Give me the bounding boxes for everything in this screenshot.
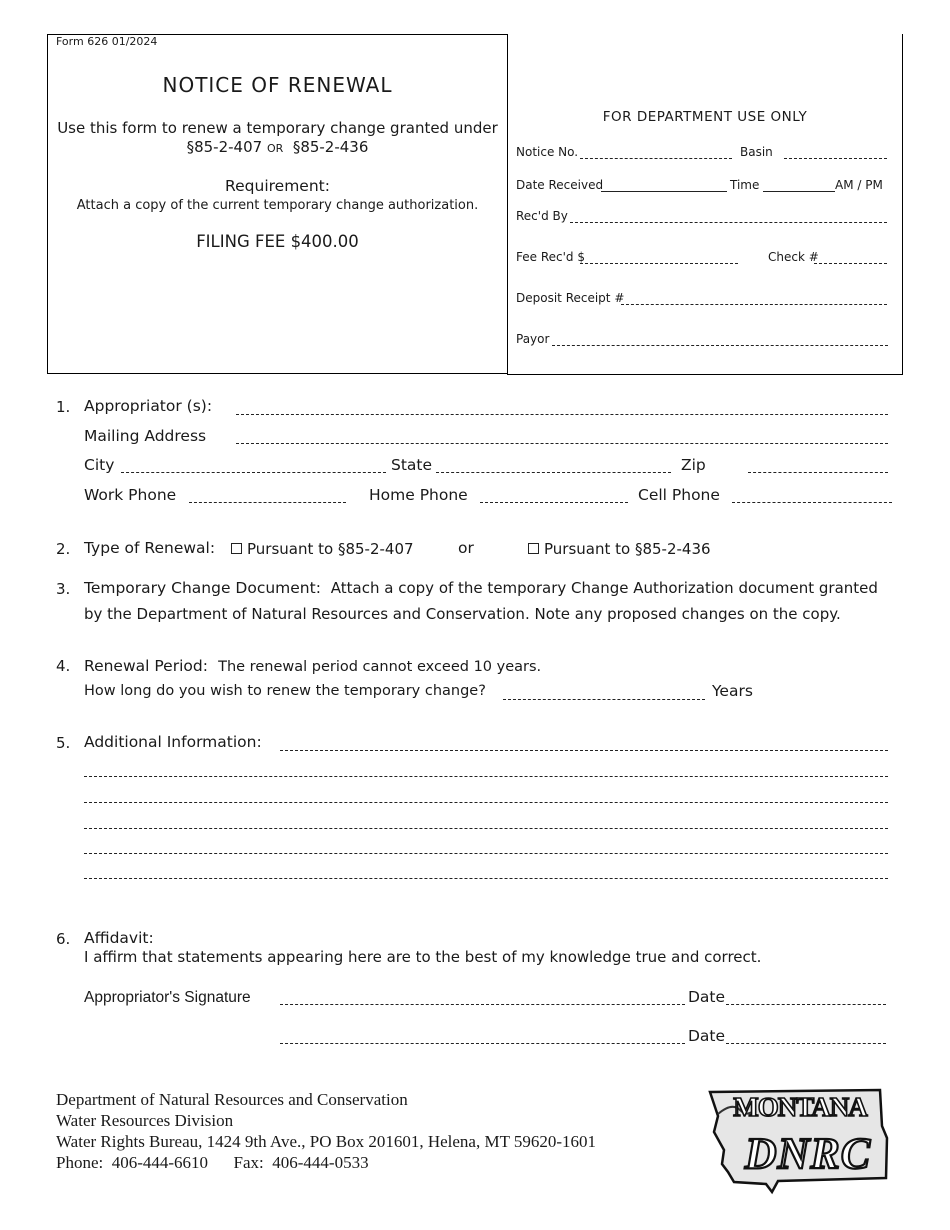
option-407-label: Pursuant to §85-2-407 [247,540,414,558]
footer-division: Water Resources Division [56,1111,234,1130]
work-phone-label: Work Phone [84,486,177,504]
payor-field[interactable] [552,345,888,346]
renewal-years-field[interactable] [503,699,705,700]
department-use-title: FOR DEPARTMENT USE ONLY [602,109,808,125]
additional-information-line-1[interactable] [280,750,888,751]
years-label: Years [712,682,753,700]
form-id: Form 626 01/2024 [56,35,158,48]
date-field-2[interactable] [726,1043,886,1044]
temporary-change-document-label: Temporary Change Document: [84,579,321,597]
am-pm-label: AM / PM [835,178,883,192]
appropriator-field[interactable] [236,414,888,415]
additional-information-line-6[interactable] [84,878,888,879]
option-pursuant-407[interactable] [231,540,414,558]
check-no-field[interactable] [814,263,887,264]
date-received-field[interactable] [601,191,727,192]
additional-information-line-4[interactable] [84,828,888,829]
work-phone-field[interactable] [189,502,346,503]
section-5-number: 5. [56,734,71,752]
cell-phone-label: Cell Phone [638,486,720,504]
temporary-change-document-text1: Attach a copy of the temporary Change Authorization document granted [330,579,878,597]
montana-dnrc-logo [704,1086,890,1196]
affidavit-statement: I affirm that statements appearing here are to the best of my knowledge true and correct. [84,948,762,966]
checkbox-407[interactable] [231,543,242,554]
city-field[interactable] [121,472,386,473]
renewal-or: or [458,539,474,557]
renewal-question: How long do you wish to renew the temporary change? [84,683,486,699]
footer-department: Department of Natural Resources and Conservation [56,1090,408,1109]
appropriator-label: Appropriator (s): [84,397,213,415]
section-4-number: 4. [56,657,71,675]
notice-no-label: Notice No. [516,145,579,159]
option-pursuant-436[interactable] [528,540,711,558]
temporary-change-document-text2: by the Department of Natural Resources and Conservation. Note any proposed changes on the copy. [84,605,841,623]
signature-field-2[interactable] [280,1043,685,1044]
filing-fee: FILING FEE $400.00 [196,232,359,251]
additional-information-line-5[interactable] [84,853,888,854]
date-label-2: Date [688,1027,726,1045]
basin-label: Basin [740,145,773,159]
section-2-number: 2. [56,540,71,558]
statute-ref-436: §85-2-436 [292,138,369,156]
fee-recd-field[interactable] [580,263,738,264]
department-use-box [507,34,903,375]
fee-recd-label: Fee Rec'd $ [516,250,585,264]
statute-ref-407: §85-2-407 [186,138,263,156]
form-title: NOTICE OF RENEWAL [162,73,393,97]
temporary-change-document-line1 [84,579,878,597]
type-of-renewal-label: Type of Renewal: [84,539,216,557]
notice-no-field[interactable] [580,158,732,159]
footer-phone-fax: Phone: 406-444-6610 Fax: 406-444-0533 [56,1153,369,1172]
intro-text: Use this form to renew a temporary change granted under [57,119,498,137]
checkbox-436[interactable] [528,543,539,554]
state-label: State [391,456,433,474]
signature-field-1[interactable] [280,1004,685,1005]
mailing-address-label: Mailing Address [84,427,207,445]
cell-phone-field[interactable] [732,502,892,503]
home-phone-field[interactable] [480,502,628,503]
footer-address: Water Rights Bureau, 1424 9th Ave., PO Box 201601, Helena, MT 59620-1601 [56,1132,597,1151]
time-label: Time [730,178,760,192]
renewal-period-label: Renewal Period: [84,657,208,675]
requirement-label: Requirement: [225,177,330,195]
state-field[interactable] [436,472,671,473]
date-field-1[interactable] [726,1004,886,1005]
logo-dnrc-text: DNRC [744,1129,872,1178]
additional-information-label: Additional Information: [84,733,262,751]
payor-label: Payor [516,332,550,346]
recd-by-label: Rec'd By [516,209,568,223]
check-no-label: Check # [768,250,819,264]
home-phone-label: Home Phone [369,486,468,504]
section-3-number: 3. [56,580,71,598]
deposit-receipt-field[interactable] [621,304,887,305]
additional-information-line-3[interactable] [84,802,888,803]
section-6-number: 6. [56,930,71,948]
date-received-label: Date Received [516,178,604,192]
option-436-label: Pursuant to §85-2-436 [544,540,711,558]
zip-label: Zip [681,456,706,474]
renewal-period-line [84,656,541,675]
city-label: City [84,456,115,474]
time-field[interactable] [763,191,835,192]
recd-by-field[interactable] [570,222,887,223]
section-1-number: 1. [56,398,71,416]
additional-information-line-2[interactable] [84,776,888,777]
logo-montana-text: MONTANA [733,1092,867,1122]
mailing-address-field[interactable] [236,443,888,444]
intro-statute-line [47,138,508,156]
zip-field[interactable] [748,472,888,473]
renewal-period-text: The renewal period cannot exceed 10 years. [218,659,542,675]
affidavit-label: Affidavit: [84,929,154,947]
intro-or: OR [266,142,284,155]
requirement-text: Attach a copy of the current temporary change authorization. [76,198,479,213]
date-label-1: Date [688,988,726,1006]
basin-field[interactable] [784,158,887,159]
signature-label: Appropriator's Signature [84,989,251,1006]
deposit-receipt-label: Deposit Receipt # [516,291,625,305]
